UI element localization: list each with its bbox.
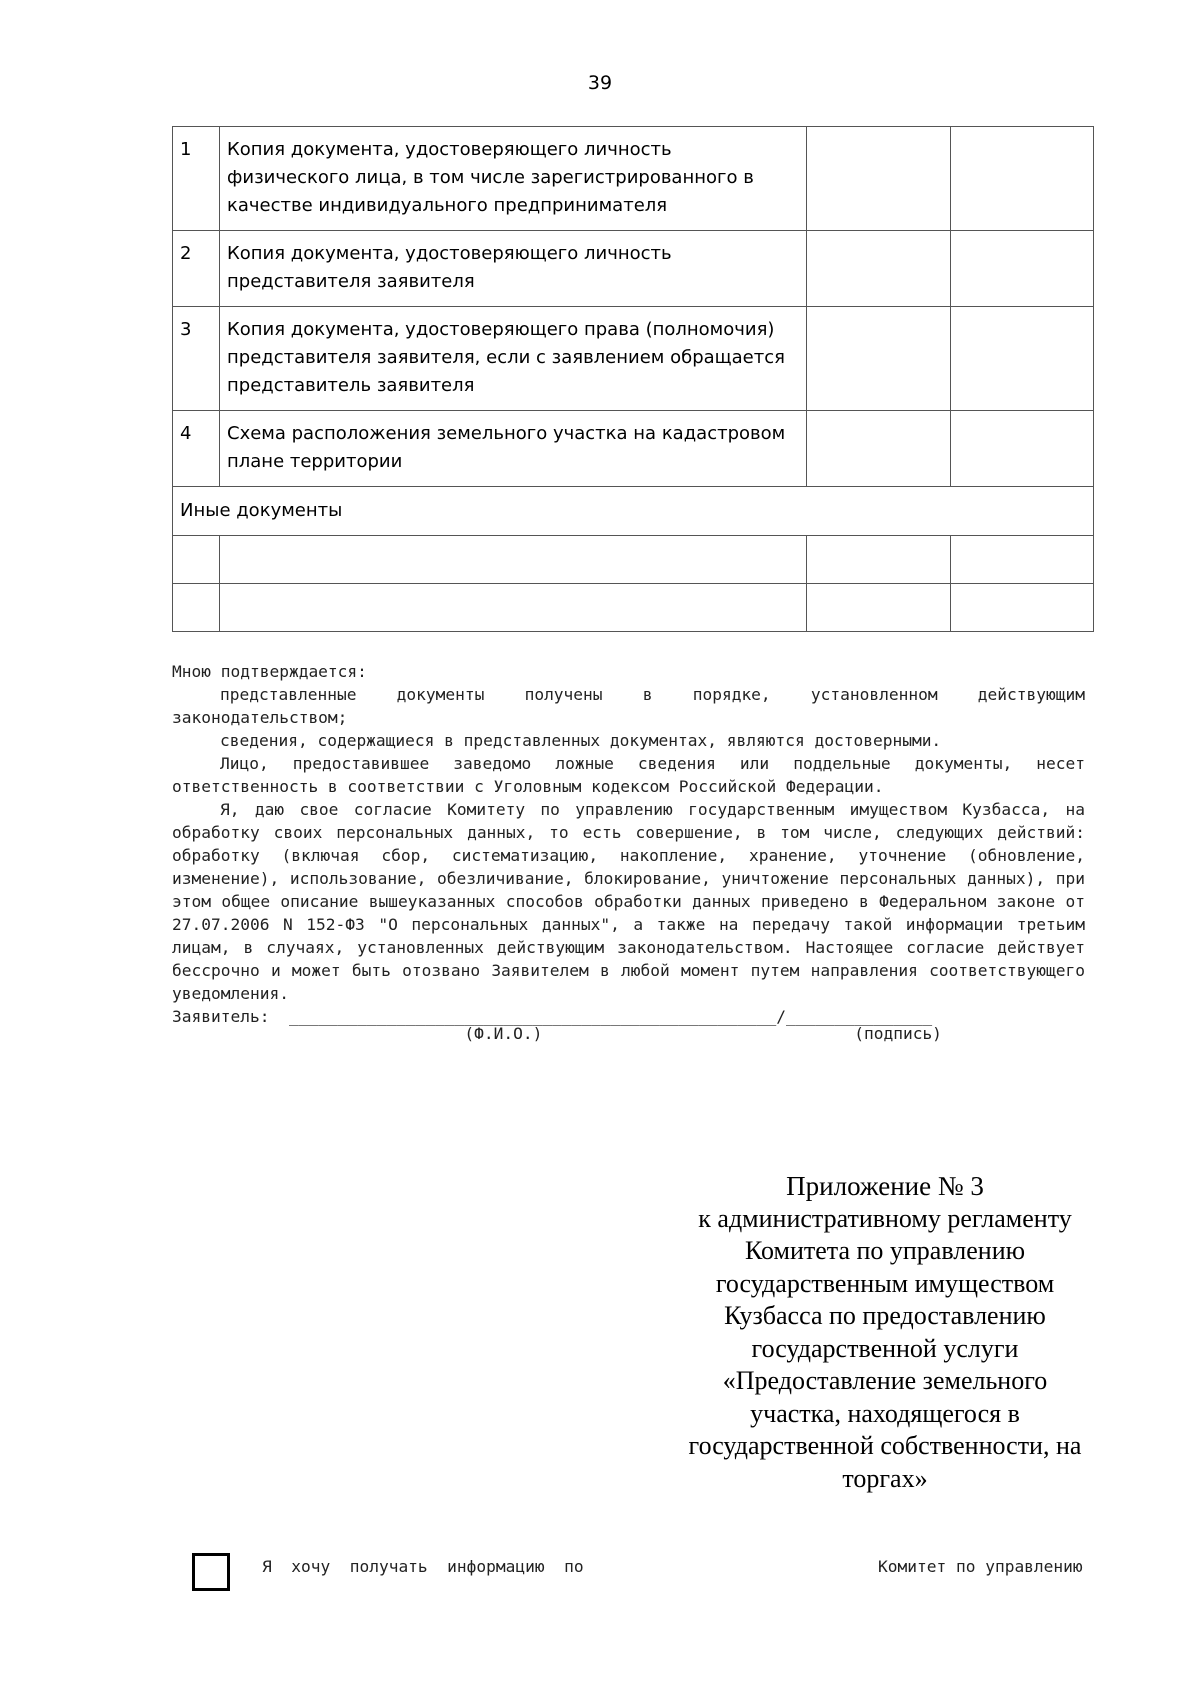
- consent-paragraph: Я, даю свое согласие Комитету по управлению государственным имуществом Кузбасса, на обработку своих персональных данных, то есть совершение, в том числе, следующих действий: обработку (включая сбор, систематизацию, накопление, хранение, уточнение (обновление, изменение), использование, обезличивание, блокирование, уничтожение персональных данных), при этом общее описание вышеуказанных способов обработки данных приведено в Федеральном законе от 27.07.2006 N 152-ФЗ "О персональных данных", а также на передачу такой информации третьим лицам, в случаях, установленных действующим законодательством. Настоящее согласие действует бессрочно и может быть отозвано Заявителем в любой момент путем направления соответствующего уведомления.: [172, 800, 1085, 1003]
- row-number: 2: [173, 231, 220, 307]
- section-row: [173, 487, 1094, 536]
- empty-cell: [220, 584, 807, 632]
- appendix-header: [660, 1170, 1110, 1495]
- table-row: [173, 536, 1094, 584]
- empty-cell: [951, 127, 1094, 231]
- empty-cell: [807, 411, 951, 487]
- document-name: Копия документа, удостоверяющего личность представителя заявителя: [220, 231, 807, 307]
- empty-cell: [807, 307, 951, 411]
- signature-line: Заявитель: __________________________________________________/_______________: [172, 1007, 933, 1026]
- document-name: Копия документа, удостоверяющего личность физического лица, в том числе зарегистрированного в качестве индивидуального предпринимателя: [220, 127, 807, 231]
- empty-cell: [807, 536, 951, 584]
- document-name: Схема расположения земельного участка на кадастровом плане территории: [220, 411, 807, 487]
- page-number: 39: [587, 72, 613, 94]
- row-number: 4: [173, 411, 220, 487]
- empty-cell: [807, 584, 951, 632]
- liability-paragraph: Лицо, предоставившее заведомо ложные сведения или поддельные документы, несет ответственность в соответствии с Уголовным кодексом Российской Федерации.: [172, 754, 1085, 796]
- empty-cell: [173, 584, 220, 632]
- empty-cell: [220, 536, 807, 584]
- table-row: [173, 584, 1094, 632]
- fio-caption: (Ф.И.О.): [464, 1024, 543, 1043]
- row-number: 1: [173, 127, 220, 231]
- appendix-line: участка, находящегося в: [750, 1398, 1020, 1428]
- empty-cell: [951, 231, 1094, 307]
- confirmation-intro: Мною подтверждается:: [172, 662, 367, 681]
- info-checkbox[interactable]: [192, 1553, 230, 1591]
- appendix-line: торгах»: [842, 1463, 928, 1493]
- empty-cell: [807, 127, 951, 231]
- appendix-line: государственной собственности, на: [688, 1431, 1082, 1460]
- table-row: [173, 231, 1094, 307]
- document-name: Копия документа, удостоверяющего права (полномочия) представителя заявителя, если с заявлением обращается представитель заявителя: [220, 307, 807, 411]
- row-number: 3: [173, 307, 220, 411]
- empty-cell: [951, 584, 1094, 632]
- signature-captions: [172, 1022, 1085, 1045]
- table-row: [173, 127, 1094, 231]
- appendix-line: Кузбасса по предоставлению: [724, 1301, 1046, 1330]
- empty-cell: [807, 231, 951, 307]
- empty-cell: [951, 536, 1094, 584]
- committee-addressee: Комитет по управлению: [878, 1557, 1083, 1576]
- appendix-line: «Предоставление земельного: [722, 1366, 1048, 1395]
- signature-caption: (подпись): [854, 1024, 942, 1043]
- confirmation-paragraph: представленные документы получены в порядке, установленном действующим законодательством;: [172, 685, 1085, 727]
- table-row: [173, 307, 1094, 411]
- appendix-line: Комитета по управлению: [744, 1236, 1026, 1265]
- empty-cell: [951, 307, 1094, 411]
- empty-cell: [951, 411, 1094, 487]
- other-documents-heading: Иные документы: [173, 487, 1094, 536]
- appendix-line: государственной услуги: [751, 1333, 1019, 1363]
- empty-cell: [173, 536, 220, 584]
- appendix-line: государственным имуществом: [715, 1268, 1055, 1298]
- checkbox-label: Я хочу получать информацию по: [262, 1557, 584, 1576]
- confirmation-paragraph: сведения, содержащиеся в представленных документах, являются достоверными.: [220, 731, 942, 750]
- confirmation-block: [172, 660, 1085, 1045]
- applicant-label: Заявитель:: [172, 1007, 270, 1026]
- table-row: [173, 411, 1094, 487]
- documents-table: [172, 126, 1094, 632]
- appendix-line: к административному регламенту: [698, 1203, 1072, 1233]
- appendix-title: Приложение № 3: [786, 1171, 984, 1201]
